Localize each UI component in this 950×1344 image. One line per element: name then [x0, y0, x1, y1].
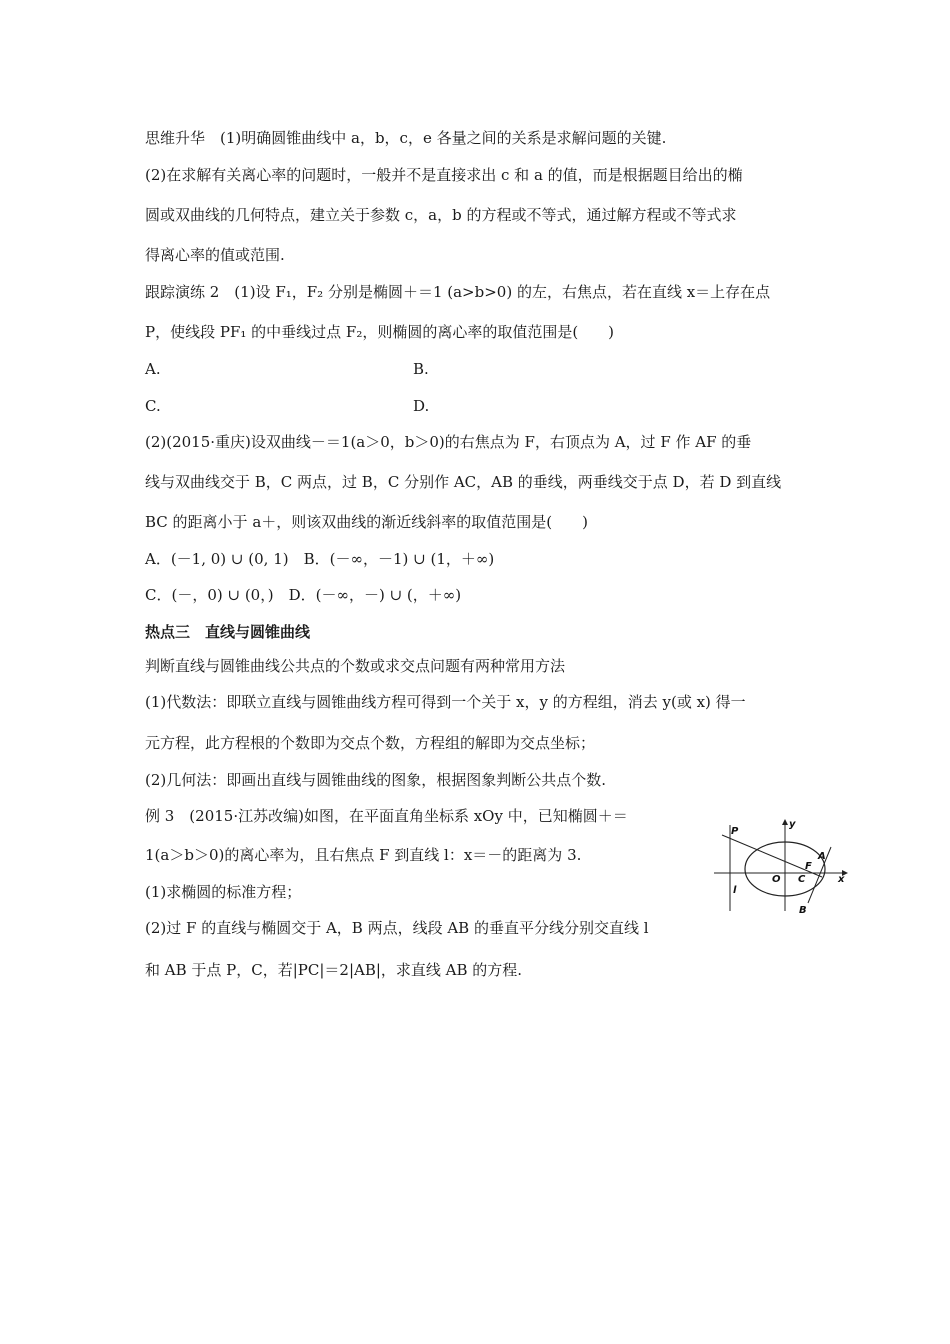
line-17: 元方程，此方程根的个数即为交点个数，方程组的解即为交点坐标； — [145, 734, 596, 752]
line-9: (2)(2015·重庆)设双曲线－＝1(a＞0，b＞0)的右焦点为 F，右顶点为 A，过 F 作 AF 的垂 — [145, 433, 752, 451]
label-y: y — [789, 819, 796, 830]
option-c: C. — [145, 397, 161, 415]
line-23: 和 AB 于点 P，C，若|PC|＝2|AB|，求直线 AB 的方程. — [145, 961, 523, 979]
label-p: P — [731, 826, 739, 837]
line-6: P，使线段 PF₁ 的中垂线过点 F₂，则椭圆的离心率的取值范围是( ) — [145, 323, 615, 341]
label-x: x — [838, 874, 845, 885]
line-20: 1(a＞b＞0)的离心率为，且右焦点 F 到直线 l：x＝－的距离为 3. — [145, 846, 582, 864]
line-11: BC 的距离小于 a＋，则该双曲线的渐近线斜率的取值范围是( ) — [145, 513, 588, 531]
label-f: F — [805, 861, 812, 872]
label-a: A — [818, 851, 826, 862]
line-3: 圆或双曲线的几何特点，建立关于参数 c，a，b 的方程或不等式，通过解方程或不等式求 — [145, 206, 737, 224]
line-16: (1)代数法：即联立直线与圆锥曲线方程可得到一个关于 x，y 的方程组，消去 y(或 x) 得一 — [145, 693, 746, 711]
line-13: C．(－，0) ∪ (0，) D．(－∞，－) ∪ (，＋∞) — [145, 586, 462, 604]
line-10: 线与双曲线交于 B，C 两点，过 B，C 分别作 AC，AB 的垂线，两垂线交于点 D，若 D 到直线 — [145, 473, 782, 491]
label-c: C — [798, 874, 806, 885]
line-1: 思维升华 (1)明确圆锥曲线中 a，b，c，e 各量之间的关系是求解问题的关键. — [145, 129, 667, 147]
line-19: 例 3 (2015·江苏改编)如图，在平面直角坐标系 xOy 中，已知椭圆＋＝ — [145, 807, 628, 825]
option-a: A. — [145, 360, 161, 378]
line-21: (1)求椭圆的标准方程； — [145, 883, 302, 901]
ellipse-figure — [712, 815, 852, 915]
line-12: A．(－1, 0) ∪ (0, 1) B．(－∞，－1) ∪ (1，＋∞) — [145, 550, 495, 568]
line-15: 判断直线与圆锥曲线公共点的个数或求交点问题有两种常用方法 — [145, 657, 566, 675]
section-heading: 热点三 直线与圆锥曲线 — [145, 623, 311, 641]
line-18: (2)几何法：即画出直线与圆锥曲线的图象，根据图象判断公共点个数. — [145, 771, 607, 789]
label-l: l — [733, 885, 737, 896]
line-2: (2)在求解有关离心率的问题时，一般并不是直接求出 c 和 a 的值，而是根据题目给出的椭 — [145, 166, 743, 184]
y-axis-arrow — [782, 819, 788, 825]
line-4: 得离心率的值或范围. — [145, 246, 285, 264]
label-o: O — [772, 874, 781, 885]
label-b: B — [799, 905, 807, 915]
line-5: 跟踪演练 2 (1)设 F₁，F₂ 分别是椭圆＋＝1 (a>b>0) 的左，右焦点，若在直线 x＝上存在点 — [145, 283, 771, 301]
line-22: (2)过 F 的直线与椭圆交于 A，B 两点，线段 AB 的垂直平分线分别交直线 l — [145, 919, 649, 937]
option-b: B. — [413, 360, 429, 378]
option-d: D. — [413, 397, 430, 415]
